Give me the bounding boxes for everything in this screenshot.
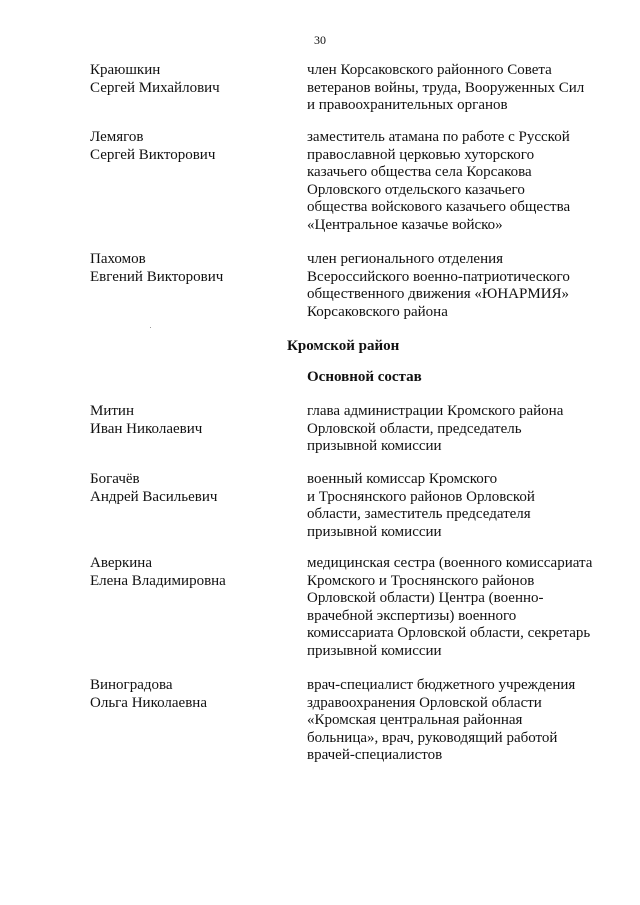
member-role — [307, 129, 607, 234]
member-given-names: Сергей Викторович — [90, 146, 216, 163]
member-name — [90, 555, 290, 590]
role-line: призывной комиссии — [307, 642, 442, 659]
member-surname: Краюшкин — [90, 62, 161, 78]
member-role — [307, 471, 607, 541]
member-name — [90, 129, 290, 164]
role-line: военный комиссар Кромского — [307, 471, 498, 487]
member-given-names: Евгений Викторович — [90, 268, 224, 285]
role-line: врачей-специалистов — [307, 747, 443, 763]
member-role — [307, 677, 607, 765]
member-role — [307, 251, 607, 321]
role-line: глава администрации Кромского района — [307, 403, 564, 419]
role-line: член Корсаковского районного Совета — [307, 62, 552, 78]
role-line: больница», врач, руководящий работой — [307, 729, 558, 746]
role-line: казачьего общества села Корсакова — [307, 164, 532, 180]
member-surname: Митин — [90, 403, 134, 419]
member-surname: Виноградова — [90, 677, 173, 693]
section-heading: Кромской район — [287, 338, 400, 354]
role-line: врачебной экспертизы) военного — [307, 607, 517, 624]
member-surname: Аверкина — [90, 555, 152, 571]
subsection-heading: Основной состав — [307, 369, 422, 385]
member-surname: Пахомов — [90, 251, 146, 267]
role-line: Кромского и Троснянского районов — [307, 572, 535, 589]
member-role — [307, 555, 607, 660]
role-line: Орловской области) Центра (военно- — [307, 590, 544, 606]
role-line: призывной комиссии — [307, 438, 442, 454]
member-name — [90, 403, 290, 438]
member-given-names: Андрей Васильевич — [90, 488, 218, 505]
member-role — [307, 403, 607, 456]
member-surname: Богачёв — [90, 471, 140, 487]
member-name — [90, 471, 290, 506]
role-line: врач-специалист бюджетного учреждения — [307, 677, 576, 693]
role-line: «Кромская центральная районная — [307, 712, 523, 728]
role-line: «Центральное казачье войско» — [307, 216, 503, 233]
role-line: комиссариата Орловской области, секретарь — [307, 625, 591, 641]
role-line: здравоохранения Орловской области — [307, 694, 542, 711]
page-number: 30 — [314, 33, 326, 47]
role-line: Орловского отдельского казачьего — [307, 181, 525, 198]
role-line: ветеранов войны, труда, Вооруженных Сил — [307, 79, 585, 96]
member-surname: Лемягов — [90, 129, 144, 145]
role-line: призывной комиссии — [307, 523, 442, 540]
member-name — [90, 677, 290, 712]
member-name — [90, 251, 290, 286]
role-line: общественного движения «ЮНАРМИЯ» — [307, 286, 570, 302]
role-line: медицинская сестра (военного комиссариата — [307, 555, 593, 571]
role-line: Всероссийского военно-патриотического — [307, 268, 570, 285]
role-line: заместитель атамана по работе с Русской — [307, 129, 570, 145]
role-line: и правоохранительных органов — [307, 97, 508, 113]
member-given-names: Ольга Николаевна — [90, 694, 207, 711]
role-line: православной церковью хуторского — [307, 146, 535, 163]
role-line: Корсаковского района — [307, 303, 448, 320]
member-given-names: Сергей Михайлович — [90, 79, 220, 96]
role-line: член регионального отделения — [307, 251, 504, 267]
member-given-names: Елена Владимировна — [90, 572, 226, 589]
role-line: общества войскового казачьего общества — [307, 199, 571, 215]
role-line: области, заместитель председателя — [307, 506, 531, 522]
role-line: Орловской области, председатель — [307, 420, 522, 437]
member-name — [90, 62, 290, 97]
role-line: и Троснянского районов Орловской — [307, 488, 535, 505]
member-given-names: Иван Николаевич — [90, 420, 203, 437]
member-role — [307, 62, 607, 115]
scan-speck — [150, 327, 151, 328]
